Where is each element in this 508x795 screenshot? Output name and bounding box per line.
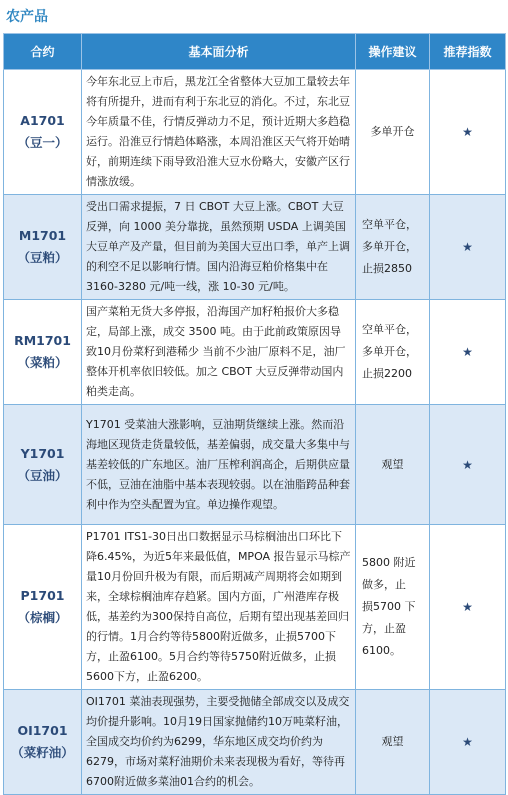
- analysis-cell: Y1701 受菜油大涨影响，豆油期货继续上涨。然而沿海地区现货走货量较低，基差偏弱，成交量大多集中与基差较低的广东地区。油厂压榨利润高企，后期供应量不低，豆油在油脂中基本表现较弱。以在油脂跨品种套利中作为空头配置为宜。单边操作观望。: [82, 405, 356, 525]
- rating-star: ★: [430, 405, 506, 525]
- table-row: [4, 405, 506, 525]
- suggestion-cell: 空单平仓，多单开仓，止损2850: [356, 195, 430, 300]
- suggestion-cell: 多单开仓: [356, 70, 430, 195]
- contract-code: M1701: [18, 228, 67, 243]
- analysis-cell: P1701 ITS1-30日出口数据显示马棕榈油出口环比下降6.45%，为近5年来最低值，MPOA 报告显示马棕产量10月份回升极为有限，而后期减产周期将会如期到来，全球棕榈油库存趋紧。国内方面，广州港库存极低，基差约为300保持自高位，后期有望出现基差回归的行情。1月合约等待5800附近做多，止损5700下方，止盈6100。5月合约等待5750附近做多，止损5600下方，止盈6200。: [82, 525, 356, 690]
- suggestion-cell: 空单平仓，多单开仓，止损2200: [356, 300, 430, 405]
- table-row: [4, 690, 506, 795]
- section-title: 农产品: [6, 9, 48, 25]
- table-row: [4, 300, 506, 405]
- rating-star: ★: [430, 300, 506, 405]
- contract-cell: [4, 405, 82, 525]
- suggestion-cell: 观望: [356, 690, 430, 795]
- analysis-cell: 今年东北豆上市后，黑龙江全省整体大豆加工量较去年将有所提升，进而有利于东北豆的消化。不过，东北豆今年质量不佳，行情反弹动力不足，预计近期大多趋稳运行。沿淮豆行情趋体略涨，本周沿淮区天气将开始晴好，前期连续下雨导致沿淮大豆水份略大，安徽产区行情涨放缓。: [82, 70, 356, 195]
- rating-star: ★: [430, 195, 506, 300]
- analysis-cell: 国产菜粕无货大多停报，沿海国产加籽粕报价大多稳定，局部上涨，成交 3500 吨。由于此前政策原因导致10月份菜籽到港稀少 当前不少油厂原料不足，油厂整体开机率依旧较低。加之 CBOT 大豆反弹带动国内粕类走高。: [82, 300, 356, 405]
- contract-name: （棕榈）: [17, 610, 68, 625]
- table-header-row: [4, 34, 506, 70]
- header-analysis: 基本面分析: [82, 34, 356, 70]
- contract-name: （菜粕）: [17, 355, 68, 370]
- rating-star: ★: [430, 70, 506, 195]
- table-row: [4, 525, 506, 690]
- contract-code: OI1701: [17, 723, 68, 738]
- analysis-cell: 受出口需求提振，7 日 CBOT 大豆上涨。CBOT 大豆反弹，向 1000 美分靠拢，虽然预期 USDA 上调美国大豆单产及产量，但目前为美国大豆出口季，单产上调的利空不足以影响行情。国内沿海豆粕价格集中在 3160-3280 元/吨一线，涨 10-30 元/吨。: [82, 195, 356, 300]
- contract-code: P1701: [20, 588, 65, 603]
- suggestion-cell: 5800 附近做多，止 损5700 下方，止盈6100。: [356, 525, 430, 690]
- table-row: [4, 70, 506, 195]
- table-row: [4, 195, 506, 300]
- contract-cell: [4, 300, 82, 405]
- contract-name: （豆一）: [17, 135, 68, 150]
- contract-code: A1701: [20, 113, 65, 128]
- contract-cell: [4, 70, 82, 195]
- rating-star: ★: [430, 525, 506, 690]
- header-contract: 合约: [4, 34, 82, 70]
- contract-cell: [4, 195, 82, 300]
- header-suggestion: 操作建议: [356, 34, 430, 70]
- analysis-cell: OI1701 菜油表现强势，主要受抛储全部成交以及成交均价提升影响。10月19日国家抛储约10万吨菜籽油，全国成交均价约为6299，华东地区成交均价约为6279，市场对菜籽油期价未来表现极为看好，等待再6700附近做多菜油01合约的机会。: [82, 690, 356, 795]
- contract-name: （豆粕）: [17, 250, 68, 265]
- header-rating: 推荐指数: [430, 34, 506, 70]
- contract-code: RM1701: [14, 333, 71, 348]
- contract-name: （豆油）: [17, 467, 68, 483]
- contract-code: Y1701: [20, 445, 65, 461]
- contract-name: （菜籽油）: [11, 745, 74, 760]
- recommendation-table: [3, 33, 506, 795]
- suggestion-cell: 观望: [356, 405, 430, 525]
- contract-cell: [4, 690, 82, 795]
- contract-cell: [4, 525, 82, 690]
- rating-star: ★: [430, 690, 506, 795]
